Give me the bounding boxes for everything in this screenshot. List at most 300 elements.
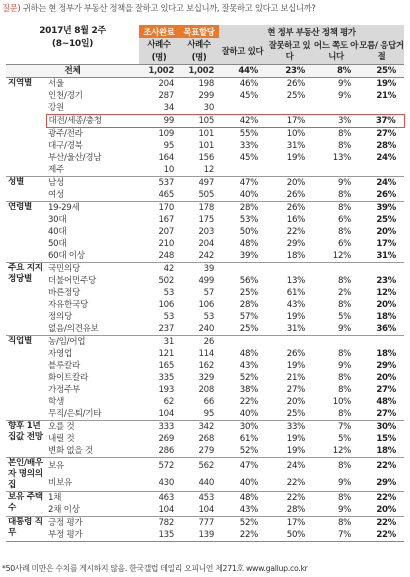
row-target-count: 175 (198, 215, 214, 225)
row-label: 2채 이상 (48, 505, 80, 515)
question-text (2, 3, 315, 14)
row-survey-count: 286 (158, 446, 174, 456)
target-count-subheader (179, 38, 219, 51)
table-row (6, 336, 404, 349)
row-label: 더불어민주당 (48, 276, 97, 286)
row-label: 무직/은퇴/기타 (48, 409, 102, 419)
row-unknown-pct: 30% (359, 421, 404, 434)
row-unknown-pct: 27% (376, 385, 396, 395)
table-row (6, 421, 404, 434)
row-neither-pct: 8% (313, 458, 359, 475)
row-neither-pct: 2% (337, 288, 351, 298)
row-neither-pct: 8% (337, 409, 351, 419)
row-neither-pct: 9% (313, 177, 359, 190)
row-unknown-pct: 20% (376, 300, 396, 310)
row-neither-pct (313, 336, 359, 349)
row-unknown-pct: 15% (376, 434, 396, 444)
row-good-pct: 28% (219, 202, 266, 215)
table-row (6, 445, 404, 458)
row-target-count: 162 (198, 361, 214, 371)
row-survey-count: 53 (163, 288, 174, 298)
total-unknown: 25% (359, 65, 404, 78)
row-neither-pct: 8% (313, 492, 359, 505)
row-bad-pct: 13% (286, 276, 305, 286)
row-neither-pct (313, 102, 359, 115)
row-bad-pct (266, 263, 313, 276)
row-bad-pct: 61% (286, 288, 305, 298)
row-target-count: 505 (198, 190, 214, 200)
row-target-count: 242 (198, 251, 214, 261)
row-neither-pct: 6% (337, 215, 351, 225)
row-label: 긍정 평가 (46, 517, 139, 530)
row-bad-pct: 22% (286, 477, 305, 488)
row-bad-pct: 43% (286, 300, 305, 310)
row-target-count: 497 (179, 177, 219, 190)
table-row (6, 311, 404, 323)
row-target-count: 279 (198, 446, 214, 456)
row-label: 부산/울산/경남 (48, 153, 102, 163)
row-unknown-pct: 12% (376, 288, 396, 298)
row-unknown-pct (359, 164, 404, 177)
row-survey-count: 782 (139, 517, 179, 530)
row-unknown-pct: 37% (359, 115, 404, 128)
row-survey-count: 167 (158, 215, 174, 225)
row-bad-pct: 31% (286, 141, 305, 151)
row-unknown-pct: 24% (359, 177, 404, 190)
row-good-pct: 52% (239, 373, 258, 383)
row-target-count: 268 (198, 434, 214, 444)
row-survey-count: 95 (163, 141, 174, 151)
row-good-pct: 55% (239, 129, 258, 139)
row-label: 대구/경북 (48, 141, 83, 151)
row-label: 자유한국당 (48, 300, 89, 310)
row-survey-count: 248 (158, 251, 174, 261)
table-row (6, 372, 404, 384)
row-target-count: 499 (198, 276, 214, 286)
total-neither: 8% (313, 65, 359, 78)
row-survey-count: 135 (139, 529, 179, 542)
row-neither-pct: 8% (337, 276, 351, 286)
row-survey-count: 99 (139, 115, 179, 128)
row-label: 서울 (46, 78, 139, 91)
table-row (6, 396, 404, 408)
row-unknown-pct (359, 263, 404, 276)
row-survey-count: 572 (139, 458, 179, 475)
row-target-count: 299 (198, 91, 214, 101)
question-label: 질문) (2, 3, 21, 13)
row-unknown-pct: 25% (376, 215, 396, 225)
table-row (6, 250, 404, 263)
row-target-count: 329 (198, 373, 214, 383)
eval-col-bad: 잘못하고 있다 (266, 38, 313, 65)
table-row (6, 408, 404, 421)
row-unknown-pct: 18% (376, 446, 396, 456)
row-bad-pct: 20% (266, 177, 313, 190)
row-unknown-pct: 19% (359, 78, 404, 91)
row-label: 강원 (48, 103, 65, 113)
row-unknown-pct: 18% (376, 349, 396, 359)
row-target-count: 198 (179, 78, 219, 91)
row-bad-pct: 16% (286, 215, 305, 225)
row-bad-pct: 31% (286, 324, 305, 334)
row-target-count: 562 (179, 458, 219, 475)
row-neither-pct: 9% (337, 91, 351, 101)
row-survey-count: 42 (139, 263, 179, 276)
row-good-pct (219, 102, 266, 115)
row-bad-pct: 21% (286, 373, 305, 383)
row-label: 제주 (48, 165, 65, 175)
row-target-count: 342 (179, 421, 219, 434)
target-unit: (명) (179, 51, 219, 65)
table-row (6, 517, 404, 530)
row-label: 인천/경기 (48, 91, 83, 101)
row-survey-count: 31 (139, 336, 179, 349)
survey-count-label: 사례수 (147, 39, 171, 49)
row-label: 정의당 (48, 312, 73, 322)
row-target-count: 156 (198, 153, 214, 163)
group-label: 보유 주택 수 (6, 492, 46, 517)
row-good-pct: 48% (239, 349, 258, 359)
row-target-count: 53 (203, 312, 214, 322)
row-good-pct: 50% (239, 227, 258, 237)
row-survey-count: 335 (158, 373, 174, 383)
table-row (6, 152, 404, 164)
row-good-pct (219, 263, 266, 276)
row-bad-pct: 27% (286, 385, 305, 395)
table-row (6, 102, 404, 115)
question-body: 귀하는 현 정부가 부동산 정책을 잘하고 있다고 보십니까, 잘못하고 있다고 보십니까? (22, 3, 316, 13)
row-neither-pct: 9% (337, 505, 351, 515)
table-row (6, 360, 404, 372)
row-bad-pct: 26% (266, 202, 313, 215)
target-count-header: 목표할당 (179, 25, 219, 38)
group-label: 연령별 (6, 202, 46, 263)
row-survey-count: 62 (163, 397, 174, 407)
row-neither-pct: 13% (332, 153, 351, 163)
row-neither-pct: 8% (337, 227, 351, 237)
row-good-pct (219, 164, 266, 177)
survey-table-container (6, 25, 404, 542)
row-label: 1채 (46, 492, 139, 505)
row-neither-pct: 8% (337, 190, 351, 200)
row-neither-pct: 9% (337, 477, 351, 488)
table-row (6, 226, 404, 238)
row-bad-pct: 25% (286, 91, 305, 101)
row-bad-pct: 19% (286, 361, 305, 371)
row-good-pct: 25% (239, 288, 258, 298)
row-good-pct: 56% (239, 276, 258, 286)
row-label: 50대 (48, 239, 67, 249)
row-bad-pct: 19% (286, 312, 305, 322)
survey-unit: (명) (139, 51, 179, 65)
row-target-count: 26 (179, 336, 219, 349)
row-good-pct: 28% (239, 300, 258, 310)
row-bad-pct: 17% (266, 115, 313, 128)
row-neither-pct: 9% (337, 324, 351, 334)
row-bad-pct: 26% (266, 78, 313, 91)
row-target-count: 453 (179, 492, 219, 505)
row-bad-pct: 33% (266, 421, 313, 434)
row-bad-pct: 25% (286, 409, 305, 419)
row-target-count: 139 (179, 529, 219, 542)
row-good-pct: 47% (219, 458, 266, 475)
table-row (6, 90, 404, 102)
row-label: 남성 (46, 177, 139, 190)
row-survey-count: 463 (139, 492, 179, 505)
eval-col-unknown: 모름/ 응답거절 (359, 38, 404, 65)
eval-title-header: 현 정부 부동산 정책 평가 (219, 25, 404, 38)
row-survey-count: 109 (158, 129, 174, 139)
row-survey-count: 106 (158, 300, 174, 310)
row-neither-pct: 9% (313, 78, 359, 91)
row-unknown-pct: 23% (376, 276, 396, 286)
row-neither-pct: 8% (337, 141, 351, 151)
row-label: 오를 것 (46, 421, 139, 434)
row-target-count: 66 (203, 397, 214, 407)
row-good-pct: 45% (239, 153, 258, 163)
total-label: 전체 (6, 65, 139, 78)
row-unknown-pct: 20% (376, 227, 396, 237)
row-good-pct: 52% (239, 446, 258, 456)
row-unknown-pct: 27% (376, 129, 396, 139)
row-target-count: 101 (198, 129, 214, 139)
row-survey-count: 170 (139, 202, 179, 215)
row-bad-pct: 19% (286, 434, 305, 444)
group-label: 본인/배우자 명의의 집 (6, 458, 46, 492)
row-survey-count: 53 (163, 312, 174, 322)
row-bad-pct: 17% (266, 517, 313, 530)
row-unknown-pct: 22% (359, 458, 404, 475)
row-target-count: 114 (198, 349, 214, 359)
table-row (6, 458, 404, 475)
period-line-2: (8~10일) (51, 39, 94, 49)
row-good-pct (219, 336, 266, 349)
row-target-count: 101 (198, 141, 214, 151)
row-survey-count: 502 (158, 276, 174, 286)
table-row (6, 433, 404, 445)
row-neither-pct (313, 164, 359, 177)
row-good-pct: 25% (239, 324, 258, 334)
row-good-pct: 38% (239, 385, 258, 395)
eval-col-neither: 어느 쪽도 아니다 (313, 38, 359, 65)
table-row (6, 140, 404, 152)
table-row (6, 214, 404, 226)
row-survey-count: 269 (158, 434, 174, 444)
row-label: 30대 (48, 215, 67, 225)
row-good-pct: 40% (239, 409, 258, 419)
row-target-count: 57 (203, 288, 214, 298)
row-survey-count: 165 (158, 361, 174, 371)
row-unknown-pct: 27% (376, 409, 396, 419)
row-good-pct: 45% (239, 91, 258, 101)
row-good-pct: 39% (239, 251, 258, 261)
row-unknown-pct: 22% (359, 517, 404, 530)
row-unknown-pct: 17% (376, 239, 396, 249)
row-label: 광주/전라 (48, 129, 83, 139)
row-survey-count: 537 (139, 177, 179, 190)
row-survey-count: 10 (163, 165, 174, 175)
row-good-pct: 30% (219, 421, 266, 434)
row-neither-pct: 8% (337, 349, 351, 359)
table-row (6, 529, 404, 542)
period-header (6, 25, 139, 51)
row-unknown-pct: 20% (376, 505, 396, 515)
row-survey-count: 237 (158, 324, 174, 334)
table-row (6, 475, 404, 492)
row-survey-count: 104 (158, 505, 174, 515)
row-label: 부정 평가 (46, 529, 139, 542)
row-unknown-pct (359, 102, 404, 115)
total-target: 1,002 (179, 65, 219, 78)
row-unknown-pct (359, 336, 404, 349)
table-row (6, 115, 404, 128)
survey-count-header: 조사완료 (139, 25, 179, 38)
group-label: 지역별 (6, 78, 46, 177)
table-row (6, 348, 404, 360)
row-good-pct: 48% (219, 492, 266, 505)
row-survey-count: 207 (158, 227, 174, 237)
row-good-pct: 57% (239, 312, 258, 322)
row-label: 농/임/어업 (46, 336, 139, 349)
row-target-count: 106 (198, 300, 214, 310)
row-neither-pct: 12% (332, 251, 351, 261)
row-target-count: 95 (203, 409, 214, 419)
table-row (6, 177, 404, 190)
row-bad-pct: 28% (286, 505, 305, 515)
row-target-count: 12 (203, 165, 214, 175)
table-row (6, 128, 404, 141)
row-label: 보유 (46, 458, 139, 475)
eval-col-good: 잘하고 있다 (219, 38, 266, 65)
row-neither-pct: 7% (313, 529, 359, 542)
table-row (6, 384, 404, 396)
row-good-pct: 22% (239, 397, 258, 407)
table-row (6, 492, 404, 505)
row-label: 자영업 (48, 349, 73, 359)
row-survey-count: 193 (158, 385, 174, 395)
row-target-count: 39 (179, 263, 219, 276)
row-neither-pct: 5% (337, 434, 351, 444)
row-neither-pct: 8% (337, 373, 351, 383)
row-bad-pct: 10% (286, 129, 305, 139)
group-label: 향후 1년 집값 전망 (6, 421, 46, 458)
row-survey-count: 333 (139, 421, 179, 434)
row-label: 없음/의견유보 (48, 324, 99, 334)
row-good-pct: 43% (239, 505, 258, 515)
row-neither-pct (313, 263, 359, 276)
total-good: 44% (219, 65, 266, 78)
row-unknown-pct: 26% (376, 190, 396, 200)
footer-note: *50사례 미만은 수치를 게시하지 않음. 한국갤럽 데일리 오피니언 제271호 www.gallup.co.kr (2, 564, 308, 573)
row-label: 여성 (48, 190, 65, 200)
target-count-label: 사례수 (187, 39, 211, 49)
row-target-count: 104 (198, 505, 214, 515)
row-survey-count: 34 (163, 103, 174, 113)
row-survey-count: 430 (158, 477, 174, 488)
row-label: 내릴 것 (48, 434, 75, 444)
row-neither-pct: 5% (337, 312, 351, 322)
row-bad-pct: 22% (286, 227, 305, 237)
row-good-pct: 43% (239, 361, 258, 371)
row-target-count: 440 (198, 477, 214, 488)
table-row (6, 275, 404, 287)
row-neither-pct: 7% (313, 421, 359, 434)
row-unknown-pct: 18% (376, 312, 396, 322)
row-unknown-pct: 29% (376, 361, 396, 371)
row-survey-count: 164 (158, 153, 174, 163)
row-good-pct: 42% (219, 115, 266, 128)
row-unknown-pct: 29% (376, 477, 396, 488)
row-good-pct: 52% (219, 517, 266, 530)
survey-table (6, 25, 405, 542)
row-unknown-pct: 31% (376, 251, 396, 261)
group-label: 직업별 (6, 336, 46, 421)
row-target-count: 240 (198, 324, 214, 334)
table-row (6, 164, 404, 177)
row-unknown-pct: 39% (359, 202, 404, 215)
table-row (6, 78, 404, 91)
row-label: 60대 이상 (48, 251, 85, 261)
row-neither-pct: 8% (337, 129, 351, 139)
row-good-pct: 53% (239, 215, 258, 225)
row-unknown-pct: 22% (359, 492, 404, 505)
row-label: 변화 없을 것 (48, 446, 93, 456)
row-neither-pct: 6% (337, 239, 351, 249)
row-target-count: 204 (198, 239, 214, 249)
row-good-pct: 22% (219, 529, 266, 542)
row-label: 블루칼라 (48, 361, 81, 371)
table-row (6, 263, 404, 276)
row-neither-pct: 3% (313, 115, 359, 128)
row-label: 가정주부 (48, 385, 81, 395)
row-label: 국민의당 (46, 263, 139, 276)
row-neither-pct: 9% (337, 361, 351, 371)
group-label: 주요 지지정당별 (6, 263, 46, 336)
row-unknown-pct: 48% (376, 397, 396, 407)
row-bad-pct: 29% (286, 239, 305, 249)
row-target-count: 105 (179, 115, 219, 128)
row-survey-count: 465 (158, 190, 174, 200)
total-bad: 23% (266, 65, 313, 78)
total-n: 1,002 (139, 65, 179, 78)
group-label: 대통령 직무 (6, 517, 46, 542)
table-row (6, 299, 404, 311)
row-survey-count: 121 (158, 349, 174, 359)
row-bad-pct: 19% (286, 153, 305, 163)
row-good-pct: 40% (239, 190, 258, 200)
row-target-count: 777 (179, 517, 219, 530)
row-bad-pct: 20% (286, 397, 305, 407)
row-survey-count: 210 (158, 239, 174, 249)
row-good-pct: 46% (219, 78, 266, 91)
header-row-1 (6, 25, 404, 38)
row-bad-pct: 24% (266, 458, 313, 475)
row-target-count: 208 (198, 385, 214, 395)
row-bad-pct: 26% (286, 349, 305, 359)
row-bad-pct (266, 164, 313, 177)
table-row (6, 202, 404, 215)
row-unknown-pct: 21% (376, 91, 396, 101)
row-neither-pct: 10% (332, 397, 351, 407)
row-unknown-pct: 24% (376, 153, 396, 163)
row-good-pct: 33% (239, 141, 258, 151)
row-unknown-pct: 20% (376, 373, 396, 383)
total-row (6, 65, 404, 78)
group-label: 성별 (6, 177, 46, 202)
table-row (6, 287, 404, 299)
row-target-count: 203 (198, 227, 214, 237)
row-good-pct: 47% (219, 177, 266, 190)
